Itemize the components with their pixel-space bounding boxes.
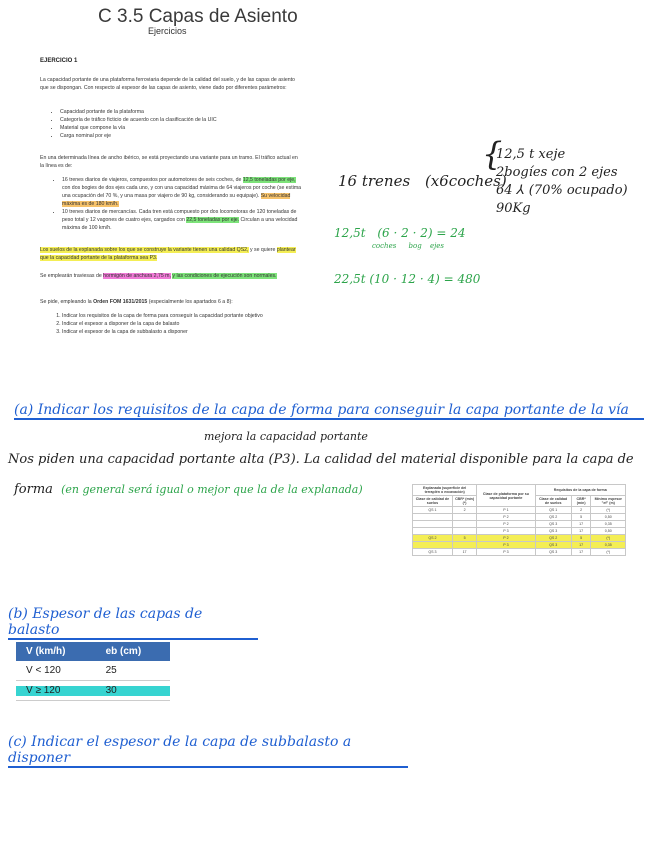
table-row xyxy=(413,514,626,521)
highlight-axle-load: 12,5 toneladas por eje, xyxy=(242,177,296,183)
table-cell: 25 xyxy=(96,661,170,681)
list-item: • Categoría de tráfico ficticio de acuerdo con la clasificación de la UIC xyxy=(60,116,300,124)
table-cell: 5 xyxy=(571,514,591,521)
table-subheader: Clase de calidad de suelos xyxy=(413,496,453,507)
table-cell: P 3 xyxy=(477,528,535,535)
table-cell: P 2 xyxy=(477,521,535,528)
table-cell: 0,50 xyxy=(591,514,626,521)
brace-icon: { xyxy=(482,135,503,173)
table-row xyxy=(413,549,626,556)
table-cell xyxy=(413,528,453,535)
highlight-freight-load: 22,5 toneladas por eje. xyxy=(186,217,240,223)
order-name: Orden FOM 1631/2015 xyxy=(93,299,148,305)
calc-label: coches xyxy=(372,242,397,250)
list-item: • Capacidad portante de la plataforma xyxy=(60,108,300,116)
table-cell: QS 3 xyxy=(535,521,571,528)
table-header: Explanada (superficie del terraplén o excavación) xyxy=(413,485,477,496)
table-cell: 30 xyxy=(96,681,170,701)
table-cell: 0,35 xyxy=(591,521,626,528)
table-cell: V ≥ 120 xyxy=(16,681,96,701)
table-cell xyxy=(413,514,453,521)
table-cell: QS 1 xyxy=(535,507,571,514)
table-cell: P 2 xyxy=(477,535,535,542)
requirements-table-body xyxy=(413,507,626,556)
note-details xyxy=(496,146,628,218)
table-cell: 5 xyxy=(452,535,476,542)
section-b-title: (b) Espesor de las capas de balasto xyxy=(8,606,258,640)
table-cell: P 3 xyxy=(477,542,535,549)
note-line: 12,5 t xeje xyxy=(496,147,566,162)
calc-labels xyxy=(372,242,444,250)
table-header: V (km/h) xyxy=(16,642,96,661)
params-list xyxy=(50,108,300,140)
table-cell xyxy=(413,542,453,549)
calc1-left: 12,5t xyxy=(334,226,366,240)
list-item: • Material que compone la vía xyxy=(60,124,300,132)
calc-label: bog xyxy=(408,242,422,250)
list-item xyxy=(62,176,302,208)
calc-label: ejes xyxy=(429,242,445,250)
ballast-table xyxy=(16,642,170,701)
table-cell: P 3 xyxy=(477,549,535,556)
table-cell: P 1 xyxy=(477,507,535,514)
highlight-target: plantear que la capacidad portante de la plataforma sea P3. xyxy=(40,247,296,261)
section-a-word: forma xyxy=(14,482,53,497)
table-cell xyxy=(452,514,476,521)
ask-text: Se pide, empleando la xyxy=(40,299,92,305)
table-cell xyxy=(452,528,476,535)
traffic-paragraph: En una determinada línea de ancho ibérico, se está proyectando una variante para un tramo. El tráfico actual en la línea es de: xyxy=(40,155,298,169)
list-item: 2. Indicar el espesor a disponer de la capa de balasto xyxy=(62,320,302,328)
table-row xyxy=(413,507,626,514)
section-a-text: Nos piden una capacidad portante alta (P3). La calidad del material disponible para la capa de xyxy=(8,452,634,467)
table-subheader: CBR* (mín) xyxy=(571,496,591,507)
train2-text: 10 trenes diarios de mercancías. Cada tren está compuesto por dos locomotoras de 120 toneladas de peso total y 12 vagones de cuatro ejes, cargados con xyxy=(62,209,297,223)
doc-subtitle: Ejercicios xyxy=(148,26,187,36)
highlight-conditions: y las condiciones de ejecución son normales. xyxy=(172,273,277,279)
list-item xyxy=(62,208,302,232)
table-cell: 17 xyxy=(452,549,476,556)
traffic-list xyxy=(52,176,302,232)
table-cell: QS 2 xyxy=(535,535,571,542)
list-item: 3. Indicar el espesor de la capa de subbalasto a disponer xyxy=(62,328,302,336)
table-row xyxy=(413,535,626,542)
highlight-speed: Su velocidad máxima es de 180 km/h. xyxy=(62,193,291,207)
table-cell: QS 3 xyxy=(535,549,571,556)
soil-mid: y se quiere xyxy=(249,247,276,253)
table-cell: (*) xyxy=(591,549,626,556)
section-a-title: (a) Indicar los requisitos de la capa de forma para conseguir la capa portante de la vía xyxy=(14,402,644,420)
calc-passenger xyxy=(334,226,465,240)
table-row xyxy=(413,542,626,549)
table-cell: 17 xyxy=(571,542,591,549)
section-a-note: mejora la capacidad portante xyxy=(204,430,368,443)
list-item: • Carga nominal por eje xyxy=(60,132,300,140)
table-cell: QS 1 xyxy=(413,507,453,514)
table-row xyxy=(16,681,170,701)
tasks-list xyxy=(52,312,302,336)
table-header: eb (cm) xyxy=(96,642,170,661)
table-header: Clase de plataforma por su capacidad portante xyxy=(477,485,535,507)
table-cell: 2 xyxy=(452,507,476,514)
note-trains-count: 16 trenes xyxy=(338,172,411,190)
table-cell: (*) xyxy=(591,507,626,514)
table-row xyxy=(16,661,170,681)
table-cell xyxy=(413,521,453,528)
train2-speed: Circulan a una velocidad máxima de 100 km/h. xyxy=(62,217,298,231)
table-subheader: Clase de calidad de suelos xyxy=(535,496,571,507)
table-cell: 5 xyxy=(571,535,591,542)
ask-paragraph xyxy=(40,298,302,306)
table-header: Requisitos de la capa de forma xyxy=(535,485,625,496)
table-cell: QS 3 xyxy=(535,542,571,549)
requirements-table xyxy=(412,484,626,556)
table-cell: 0,35 xyxy=(591,542,626,549)
table-row xyxy=(413,521,626,528)
intro-paragraph xyxy=(40,76,302,92)
sleepers-text: Se emplearán traviesas de xyxy=(40,273,102,279)
table-cell: V < 120 xyxy=(16,661,96,681)
table-cell: 17 xyxy=(571,521,591,528)
sleepers-paragraph xyxy=(40,272,302,280)
table-cell: 2 xyxy=(571,507,591,514)
highlight-sleepers: hormigón de anchura 2,75 m, xyxy=(103,273,171,279)
section-c-title: (c) Indicar el espesor de la capa de subbalasto a disponer xyxy=(8,734,408,768)
calc-freight: 22,5t (10 · 12 · 4) = 480 xyxy=(334,272,481,286)
train1-text: 16 trenes diarios de viajeros, compuestos por automotores de seis coches, de xyxy=(62,177,242,183)
table-cell xyxy=(452,542,476,549)
exercise-heading: EJERCICIO 1 xyxy=(40,58,78,64)
table-cell: QS 2 xyxy=(413,535,453,542)
list-item: 1. Indicar los requisitos de la capa de forma para conseguir la capacidad portante objetivo xyxy=(62,312,302,320)
table-cell: (*) xyxy=(591,535,626,542)
table-cell: 17 xyxy=(571,528,591,535)
train1-detail: con dos bogies de dos ejes cada uno, y con una capacidad máxima de 64 viajeros por coche (se estima una ocupación del 70 %, y una masa por viajero de 90 kg, considerando su equipaje). xyxy=(62,185,302,199)
calc1-expr: (6 · 2 · 2) = 24 xyxy=(377,226,466,240)
ask-post: (especialmente los apartados 6 a 8): xyxy=(148,299,233,305)
section-a-green-note: (en general será igual o mejor que la de la explanada) xyxy=(61,483,363,496)
note-line: 64 ⅄ (70% ocupado) xyxy=(496,183,628,198)
table-subheader: CBR* (mín) (*) xyxy=(452,496,476,507)
table-cell xyxy=(452,521,476,528)
intro-text: La capacidad portante de una plataforma ferroviaria depende de la calidad del suelo, y de las capas de asiento que se dispongan. Con respecto al espesor de las capas de asiento, viene dado por diferentes parámetros: xyxy=(40,77,295,91)
note-trains xyxy=(338,172,507,190)
table-cell: 0,50 xyxy=(591,528,626,535)
table-subheader: Mínimo espesor "ef" (m) xyxy=(591,496,626,507)
table-cell: QS 3 xyxy=(535,528,571,535)
soil-paragraph xyxy=(40,246,302,262)
section-a-text2 xyxy=(14,482,363,497)
table-cell: P 2 xyxy=(477,514,535,521)
table-cell: 17 xyxy=(571,549,591,556)
note-coaches: (x6coches) xyxy=(424,172,507,190)
table-row xyxy=(413,528,626,535)
highlight-soil: Los suelos de la explanada sobre los que se construye la variante tienen una calidad QS2, xyxy=(40,247,249,253)
note-line: 90Kg xyxy=(496,201,531,216)
table-cell: QS 3 xyxy=(413,549,453,556)
note-line: 2bogíes con 2 ejes xyxy=(496,165,618,180)
doc-title: C 3.5 Capas de Asiento xyxy=(98,6,298,27)
table-cell: QS 2 xyxy=(535,514,571,521)
